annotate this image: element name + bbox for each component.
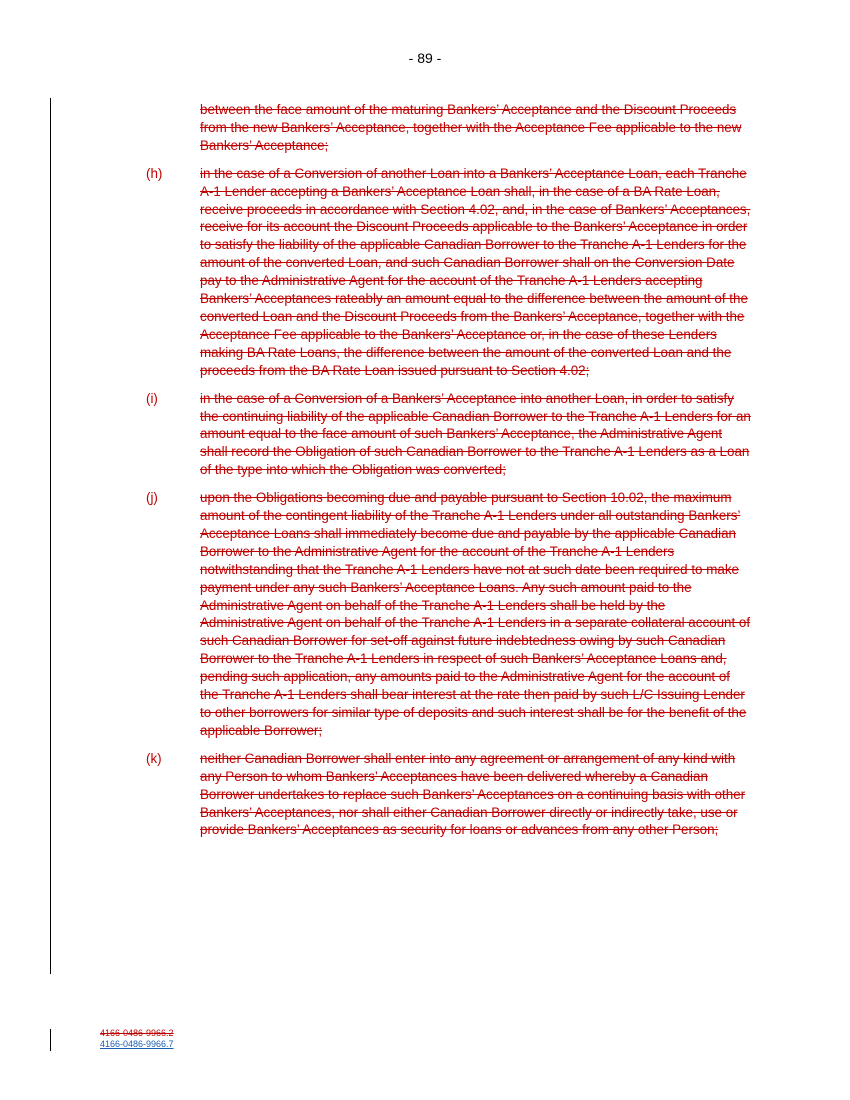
paragraph-text: between the face amount of the maturing Bankers’ Acceptance and the Discount Proceeds from the new Bankers’ Acceptance, together with the Acceptance Fee applicable to the new Bankers’ Acceptance; [200,102,742,153]
document-body [146,101,752,849]
page-number: - 89 - [408,50,442,66]
doc-id-deleted: 4166-0486-9966.2 [100,1028,174,1038]
paragraph-text: upon the Obligations becoming due and payable pursuant to Section 10.02, the maximum amount of the contingent liability of the Tranche A-1 Lenders under all outstanding Bankers’ Acceptance Loans shall immediately become due and payable by the applicable Canadian Borrower to the Administrative Agent for the account of the Tranche A-1 Lenders notwithstanding that the Tranche A-1 Lenders have not at such date been required to make payment under any such Bankers’ Acceptance Loans. Any such amount paid to the Administrative Agent on behalf of the Tranche A-1 Lenders shall be held by the Administrative Agent on behalf of the Tranche A-1 Lenders in a separate collateral account of such Canadian Borrower for set-off against future indebtedness owing by such Canadian Borrower to the Tranche A-1 Lenders in respect of such Bankers’ Acceptance Loans and, pending such application, any amounts paid to the Administrative Agent for the account of the Tranche A-1 Lenders shall bear interest at the rate then paid by such L/C Issuing Lender to other borrowers for similar type of deposits and such interest shall be for the benefit of the applicable Borrower; [200,490,751,738]
paragraph-text: in the case of a Conversion of another Loan into a Bankers’ Acceptance Loan, each Tranche A-1 Lender accepting a Bankers’ Acceptance Loan shall, in the case of a BA Rate Loan, receive proceeds in accordance with Section 4.02, and, in the case of Bankers’ Acceptances, receive for its account the Discount Proceeds applicable to the Bankers’ Acceptance in order to satisfy the liability of the applicable Canadian Borrower to the Tranche A-1 Lenders for the amount of the converted Loan, and such Canadian Borrower shall on the Conversion Date pay to the Administrative Agent for the account of the Tranche A-1 Lenders accepting Bankers’ Acceptances rateably an amount equal to the difference between the amount of the converted Loan and the Discount Proceeds from the Bankers’ Acceptance, together with the Acceptance Fee applicable to the Bankers’ Acceptance or, in the case of these Lenders making BA Rate Loans, the difference between the amount of the converted Loan and the proceeds from the BA Rate Loan issued pursuant to Section 4.02; [200,165,751,378]
paragraph-j [146,489,752,740]
change-bar [50,98,51,974]
paragraph-k [146,750,752,840]
doc-id-inserted: 4166-0486-9966.7 [100,1039,174,1049]
paragraph-h [146,165,752,380]
paragraph-i [146,390,752,480]
paragraph-text: neither Canadian Borrower shall enter into any agreement or arrangement of any kind with any Person to whom Bankers’ Acceptances have been delivered whereby a Canadian Borrower undertakes to replace such Bankers’ Acceptances on a continuing basis with other Bankers’ Acceptances, nor shall either Canadian Borrower directly or indirectly take, use or provide Bankers’ Acceptances as security for loans or advances from any other Person; [200,750,746,838]
paragraph-marker: (h) [146,165,163,181]
paragraph-marker: (i) [146,390,158,406]
paragraph-marker: (k) [146,750,162,766]
paragraph-text: in the case of a Conversion of a Bankers’ Acceptance into another Loan, in order to satisfy the continuing liability of the applicable Canadian Borrower to the Tranche A-1 Lenders for an amount equal to the face amount of such Bankers’ Acceptance, the Administrative Agent shall record the Obligation of such Canadian Borrower to the Tranche A-1 Lenders as a Loan of the type into which the Obligation was converted; [200,390,751,478]
paragraph-continuation [146,101,752,155]
footer-doc-ids [100,1028,174,1050]
footer-change-bar [50,1029,51,1051]
paragraph-marker: (j) [146,490,158,506]
